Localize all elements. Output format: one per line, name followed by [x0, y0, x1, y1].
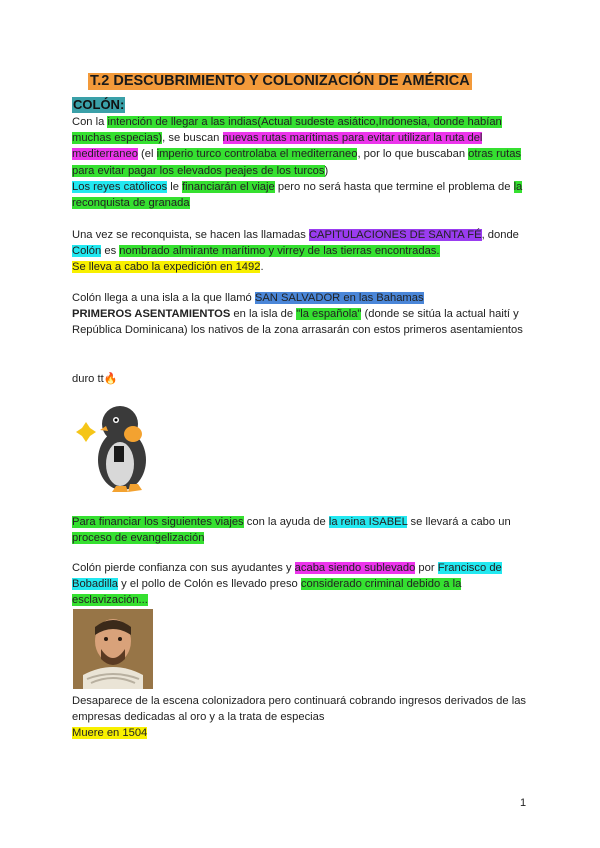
text: , donde	[481, 229, 519, 241]
highlight-green: la reconquista de granada	[72, 180, 523, 210]
bold-text: PRIMEROS ASENTAMIENTOS	[72, 308, 231, 321]
text: Una vez se reconquista, se hacen las llamadas	[72, 229, 309, 241]
text: Colón llega a una isla a la que llamó	[72, 292, 255, 304]
highlight-yellow: Muere en 1504	[72, 727, 148, 740]
text: (donde se sitúa la actual haití y República Dominicana) los nativos de la zona arrasarán con estos primeros asentamientos	[72, 308, 523, 337]
text: Desaparece de la escena colonizadora pero continuará cobrando ingresos derivados de las empresas dedicadas al oro y a la trata de especias	[72, 695, 527, 724]
text: con la ayuda de	[243, 516, 329, 528]
penguin-sticker-icon	[76, 398, 158, 496]
highlight-green: Para financiar los siguientes viajes	[72, 516, 244, 528]
highlight-blue: SAN SALVADOR en las Bahamas	[254, 292, 424, 304]
text: (el	[137, 148, 157, 161]
paragraph-capitulaciones	[72, 227, 532, 276]
text: , por lo que buscaban	[357, 148, 469, 161]
text: duro tt	[72, 373, 104, 385]
text: le	[167, 180, 183, 193]
page-number: 1	[520, 797, 527, 809]
highlight-green: considerado criminal debido a la esclavización...	[72, 578, 462, 607]
text: se llevará a cabo un	[407, 516, 511, 528]
paragraph-bobadilla	[72, 560, 532, 609]
highlight-green: intención de llegar a las indias(Actual sudeste asiático,Indonesia, donde habían muchas especias)	[72, 116, 502, 145]
paragraph-comment	[72, 371, 532, 387]
section-heading: COLÓN:	[73, 97, 125, 112]
text: )	[324, 164, 329, 177]
text: , se buscan	[162, 132, 223, 145]
text: por	[415, 562, 438, 574]
fire-icon: 🔥	[103, 373, 118, 385]
text: y el pollo de Colón es llevado preso	[118, 578, 301, 591]
document-title: T.2 DESCUBRIMIENTO Y COLONIZACIÓN DE AMÉRICA	[90, 73, 470, 89]
text: Con la	[72, 116, 108, 128]
text: Colón pierde confianza con sus ayudantes y	[72, 562, 295, 574]
paragraph-evangelizacion	[72, 514, 532, 546]
highlight-green: proceso de evangelización	[72, 532, 205, 545]
paragraph-asentamientos	[72, 290, 532, 339]
portrait-image	[73, 609, 153, 689]
text: pero no será hasta que termine el problema de	[274, 180, 514, 193]
text: en la isla de	[230, 308, 297, 321]
highlight-yellow: Se lleva a cabo la expedición en 1492	[72, 261, 261, 274]
highlight-green: financiarán el viaje	[182, 180, 275, 193]
highlight-magenta: acaba siendo sublevado	[294, 562, 416, 574]
highlight-cyan: Francisco de Bobadilla	[72, 562, 502, 591]
highlight-green: "la española"	[296, 308, 362, 321]
text: .	[260, 261, 264, 274]
highlight-cyan: Colón	[72, 245, 102, 258]
paragraph-final	[72, 693, 532, 742]
paragraph-intro	[72, 114, 532, 211]
highlight-magenta: nuevas rutas marítimas para evitar utilizar la ruta del mediterraneo	[72, 132, 483, 161]
highlight-purple: CAPITULACIONES DE SANTA FÉ	[308, 229, 482, 241]
highlight-cyan: Los reyes católicos	[72, 180, 168, 193]
highlight-green: imperio turco controlaba el mediterraneo	[156, 148, 358, 161]
highlight-green: otras rutas para evitar pagar los elevados peajes de los turcos	[72, 148, 522, 177]
highlight-cyan: la reina ISABEL	[328, 516, 408, 528]
highlight-green: nombrado almirante marítimo y virrey de las tierras encontradas.	[119, 245, 440, 258]
text: es	[101, 245, 120, 258]
